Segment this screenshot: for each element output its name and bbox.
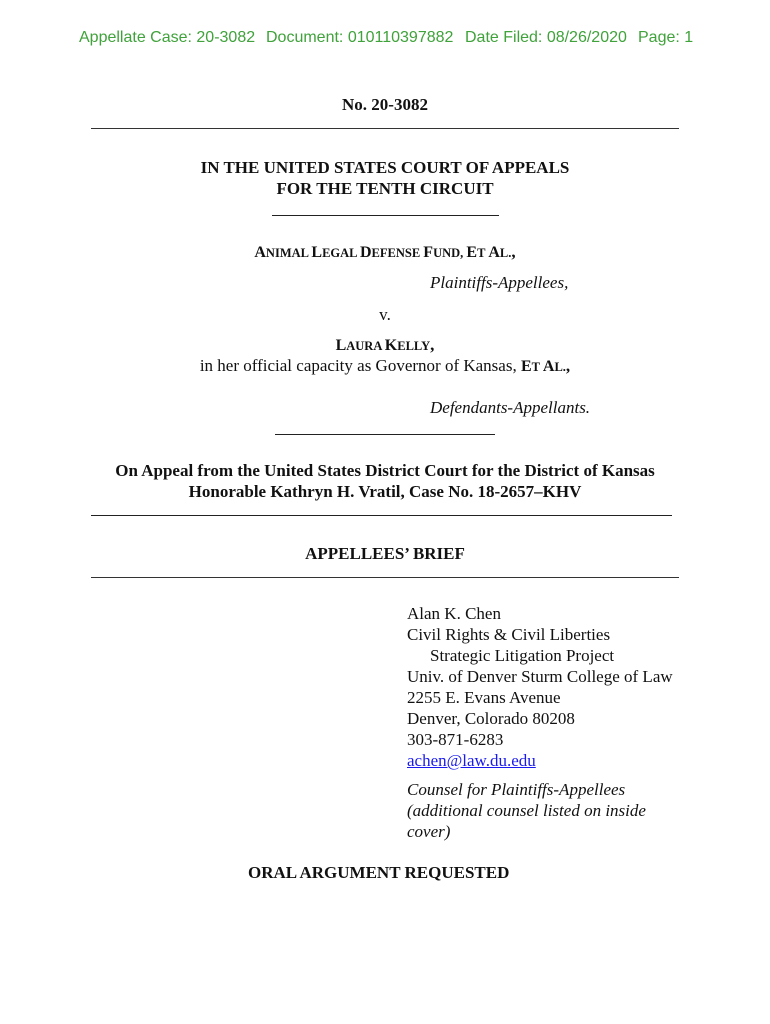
small-caps-rest: UND, [433,246,467,260]
small-caps-initial: E [520,358,532,375]
counsel-org-line2: Strategic Litigation Project [430,646,615,665]
counsel-street: 2255 E. Evans Avenue [407,688,561,707]
small-caps-rest: L. [499,246,512,260]
divider-rule [91,577,679,578]
header-date-filed: Date Filed: 08/26/2020 [465,29,627,46]
counsel-role-line1: Counsel for Plaintiffs-Appellees [407,780,626,799]
small-caps-initial: K [384,337,398,354]
header-case-number: Appellate Case: 20-3082 [79,29,256,46]
dash-separator [275,434,495,435]
counsel-role-line3: cover) [407,822,451,841]
dash-separator [272,215,499,216]
small-caps-rest: L. [554,360,566,374]
small-caps-rest: EGAL [322,246,360,260]
defendant-capacity-text: in her official capacity as Governor of Kansas, [199,356,521,375]
oral-argument-requested: ORAL ARGUMENT REQUESTED [248,863,510,882]
court-name-line1: IN THE UNITED STATES COURT OF APPEALS [200,158,570,177]
small-caps-initial: A [488,244,500,261]
small-caps-rest: T [477,246,489,260]
small-caps-initial: L [311,244,323,261]
counsel-role-line2: (additional counsel listed on inside [407,801,646,820]
counsel-block [407,603,673,842]
versus: v. [379,305,391,324]
brief-title: APPELLEES’ BRIEF [305,544,465,563]
small-caps-initial: A [254,244,266,261]
counsel-org-line1: Civil Rights & Civil Liberties [407,625,611,644]
plaintiff-role: Plaintiffs-Appellees, [430,273,569,292]
counsel-name: Alan K. Chen [407,604,501,623]
small-caps-rest: T [531,360,543,374]
small-caps-initial: E [466,244,478,261]
header-page-number: Page: 1 [638,29,694,46]
defendant-et-al [521,356,570,375]
counsel-city: Denver, Colorado 80208 [407,709,575,728]
small-caps-initial: A [542,358,555,375]
punctuation: , [430,335,435,354]
docket-number: No. 20-3082 [342,95,428,114]
small-caps-initial: F [423,244,434,261]
counsel-school: Univ. of Denver Sturm College of Law [407,667,673,686]
small-caps-rest: ELLY [397,339,431,353]
small-caps-initial: L [335,337,347,354]
small-caps-rest: EFENSE [371,246,424,260]
punctuation: , [565,356,571,375]
court-name-line2: FOR THE TENTH CIRCUIT [276,179,494,198]
small-caps-rest: AURA [346,339,385,353]
dash-separator-long [91,515,672,516]
defendant-name [0,334,770,357]
divider-rule [91,128,679,129]
counsel-email-link[interactable]: achen@law.du.edu [407,751,536,770]
small-caps-rest: NIMAL [265,246,312,260]
defendant-role: Defendants-Appellants. [430,398,591,417]
counsel-phone: 303-871-6283 [407,730,504,749]
plaintiff-name [0,241,770,264]
defendant-capacity [0,355,770,378]
header-document-number: Document: 010110397882 [266,29,454,46]
punctuation: , [511,242,516,261]
appeal-line2: Honorable Kathryn H. Vratil, Case No. 18-2657–KHV [188,482,582,501]
appeal-line1: On Appeal from the United States District Court for the District of Kansas [115,461,655,480]
small-caps-initial: D [359,244,372,261]
